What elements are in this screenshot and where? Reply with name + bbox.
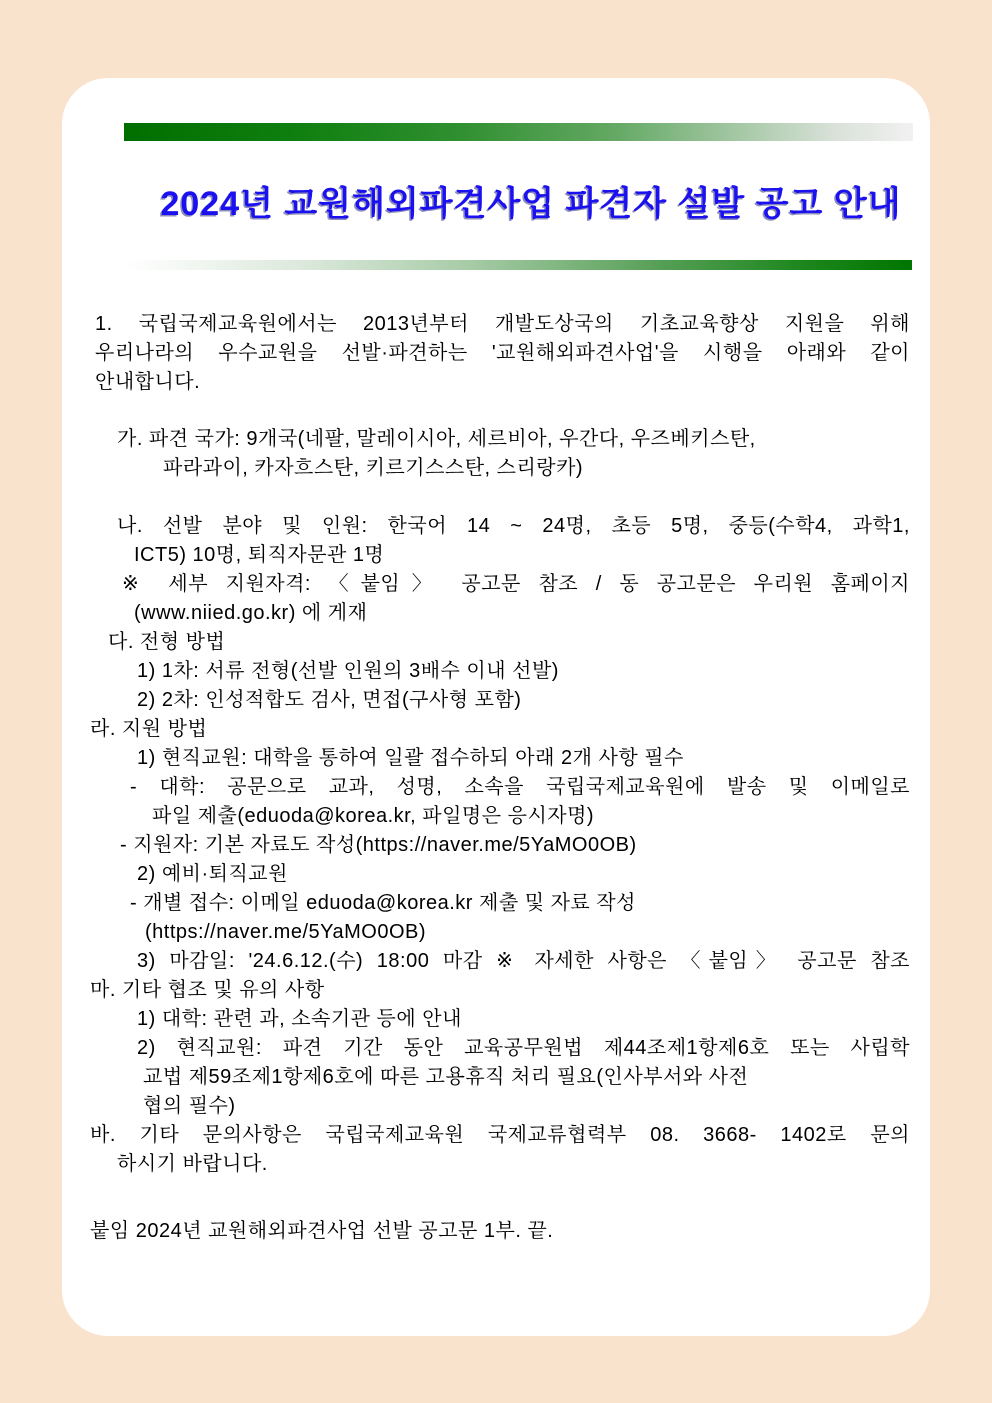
- body-line: 가. 파견 국가: 9개국(네팔, 말레이시아, 세르비아, 우간다, 우즈베키스탄,: [117, 428, 756, 450]
- body-line: 3) 마감일: '24.6.12.(수) 18:00 마감 ※ 자세한 사항은 〈붙임〉 공고문 참조: [137, 950, 910, 972]
- body-line: 안내합니다.: [95, 371, 201, 393]
- body-line: 파일 제출(eduoda@korea.kr, 파일명은 응시자명): [152, 805, 595, 827]
- body-line: 협의 필수): [143, 1095, 236, 1117]
- notice-body: [90, 310, 910, 1246]
- notice-card: [62, 78, 930, 1336]
- body-line: 하시기 바랍니다.: [117, 1153, 268, 1175]
- body-line: 2) 2차: 인성적합도 검사, 면접(구사형 포함): [137, 689, 522, 711]
- page-title: 2024년 교원해외파견사업 파견자 설발 공고 안내: [160, 185, 902, 223]
- body-line: 라. 지원 방법: [90, 718, 208, 740]
- body-line: 우리나라의 우수교원을 선발·파견하는 '교원해외파견사업'을 시행을 아래와 같이: [95, 342, 910, 364]
- body-line: 1. 국립국제교육원에서는 2013년부터 개발도상국의 기초교육향상 지원을 위해: [95, 313, 910, 335]
- body-line: 1) 현직교원: 대학을 통하여 일괄 접수하되 아래 2개 사항 필수: [137, 747, 684, 769]
- body-line: 파라과이, 카자흐스탄, 키르기스스탄, 스리랑카): [163, 457, 584, 479]
- body-line: 2) 현직교원: 파견 기간 동안 교육공무원법 제44조제1항제6호 또는 사립학: [137, 1037, 910, 1059]
- body-line: - 지원자: 기본 자료도 작성(https://naver.me/5YaMO0OB): [120, 834, 637, 856]
- body-line: - 개별 접수: 이메일 eduoda@korea.kr 제출 및 자료 작성: [130, 892, 636, 914]
- body-line: 마. 기타 협조 및 유의 사항: [90, 979, 325, 1001]
- body-line: (https://naver.me/5YaMO0OB): [145, 921, 427, 943]
- body-line: 교법 제59조제1항제6호에 따른 고용휴직 처리 필요(인사부서와 사전: [143, 1066, 749, 1088]
- body-line: ※ 세부 지원자격: 〈붙임〉 공고문 참조 / 동 공고문은 우리원 홈페이지: [122, 573, 910, 595]
- body-line: - 대학: 공문으로 교과, 성명, 소속을 국립국제교육원에 발송 및 이메일로: [130, 776, 910, 798]
- body-line: 나. 선발 분야 및 인원: 한국어 14 ~ 24명, 초등 5명, 중등(수학4, 과학1,: [117, 515, 910, 537]
- title-underline-gradient-bar: [124, 260, 912, 270]
- body-line: 1) 대학: 관련 과, 소속기관 등에 안내: [137, 1008, 462, 1030]
- body-line: 다. 전형 방법: [108, 631, 226, 653]
- body-line: ICT5) 10명, 퇴직자문관 1명: [134, 544, 385, 566]
- body-line: 2) 예비·퇴직교원: [137, 863, 288, 885]
- body-line: 1) 1차: 서류 전형(선발 인원의 3배수 이내 선발): [137, 660, 559, 682]
- top-gradient-bar: [124, 123, 913, 141]
- attachment-line: 붙임 2024년 교원해외파견사업 선발 공고문 1부. 끝.: [90, 1220, 554, 1242]
- body-line: 바. 기타 문의사항은 국립국제교육원 국제교류협력부 08. 3668- 1402로 문의: [90, 1124, 910, 1146]
- body-line: (www.niied.go.kr) 에 게재: [134, 602, 368, 624]
